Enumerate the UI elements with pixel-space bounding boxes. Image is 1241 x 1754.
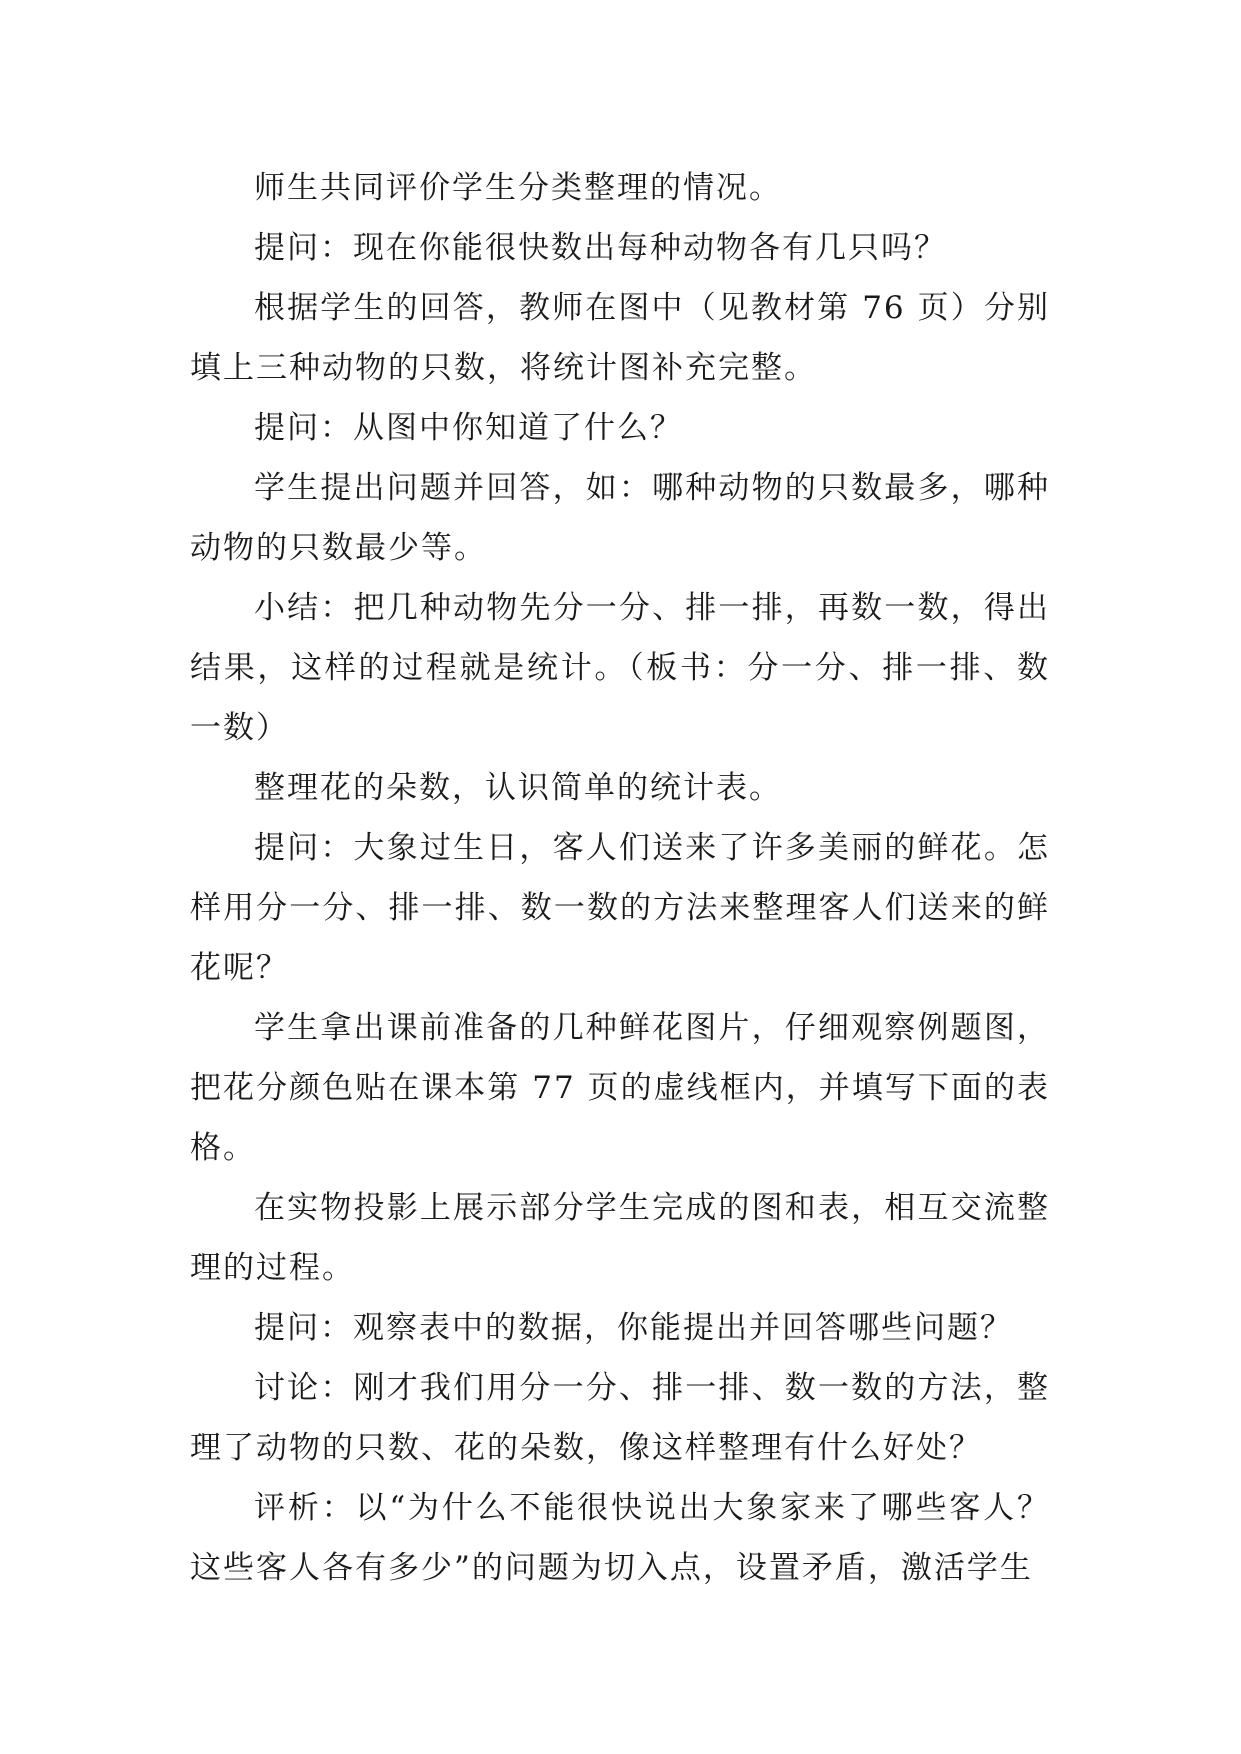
paragraph-2: 提问：现在你能很快数出每种动物各有几只吗？ [254, 230, 947, 266]
paragraph-5: 学生提出问题并回答，如：哪种动物的只数最多，哪种动物的只数最少等。 [190, 470, 1050, 566]
paragraph-9: 学生拿出课前准备的几种鲜花图片，仔细观察例题图，把花分颜色贴在课本第 77 页的虚线框内，并填写下面的表格。 [190, 1010, 1050, 1166]
paragraph-4: 提问：从图中你知道了什么？ [254, 410, 683, 446]
paragraph-7: 整理花的朵数，认识简单的统计表。 [254, 770, 782, 806]
document-body [190, 158, 1050, 1598]
paragraph-6: 小结：把几种动物先分一分、排一排，再数一数，得出结果，这样的过程就是统计。（板书：分一分、排一排、数一数） [190, 590, 1050, 746]
paragraph-1: 师生共同评价学生分类整理的情况。 [254, 170, 782, 206]
paragraph-12: 讨论：刚才我们用分一分、排一排、数一数的方法，整理了动物的只数、花的朵数，像这样整理有什么好处？ [190, 1370, 1050, 1466]
paragraph-10: 在实物投影上展示部分学生完成的图和表，相互交流整理的过程。 [190, 1190, 1050, 1286]
paragraph-8: 提问：大象过生日，客人们送来了许多美丽的鲜花。怎样用分一分、排一排、数一数的方法来整理客人们送来的鲜花呢？ [190, 830, 1050, 986]
paragraph-3: 根据学生的回答，教师在图中（见教材第 76 页）分别填上三种动物的只数，将统计图补充完整。 [190, 290, 1050, 386]
paragraph-11: 提问：观察表中的数据，你能提出并回答哪些问题？ [254, 1310, 1013, 1346]
paragraph-13: 评析：以“为什么不能很快说出大象家来了哪些客人？这些客人各有多少”的问题为切入点，设置矛盾，激活学生 [190, 1490, 1050, 1586]
